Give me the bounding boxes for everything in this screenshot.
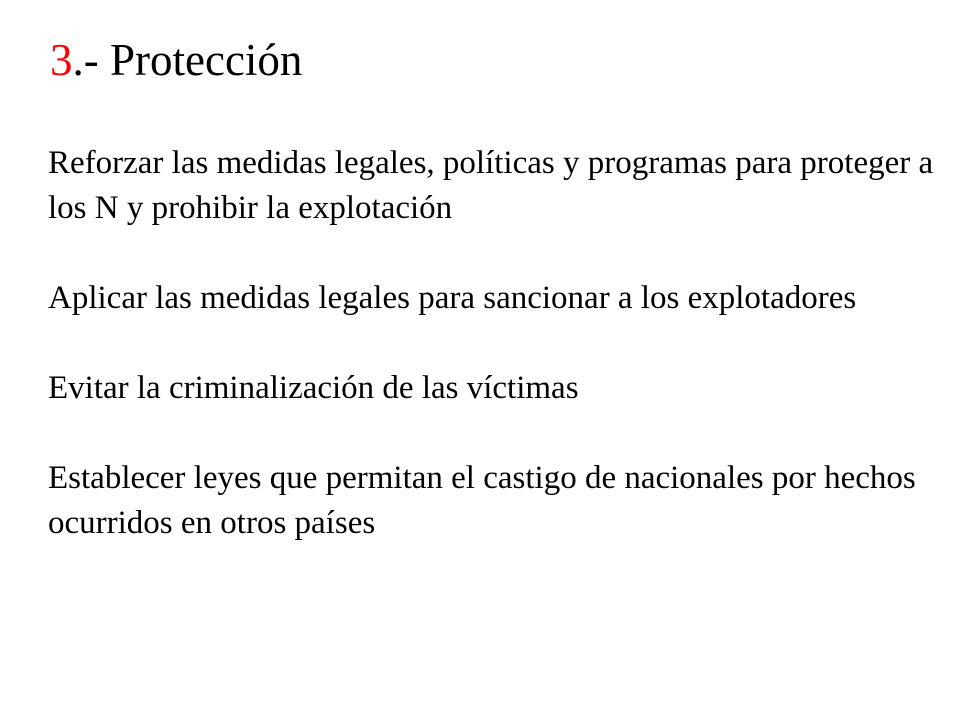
paragraph-evitar: Evitar la criminalización de las víctimas	[48, 370, 579, 406]
slide-body	[48, 141, 948, 546]
paragraph-aplicar: Aplicar las medidas legales para sancionar a los explotadores	[48, 280, 857, 316]
slide-title	[50, 30, 302, 90]
paragraph-establecer: Establecer leyes que permitan el castigo de nacionales por hechos ocurridos en otros países	[48, 460, 916, 541]
title-text: .- Protección	[72, 35, 303, 85]
title-number: 3	[50, 35, 73, 85]
paragraph-reforzar: Reforzar las medidas legales, políticas y programas para proteger a los N y prohibir la explotación	[48, 145, 934, 226]
